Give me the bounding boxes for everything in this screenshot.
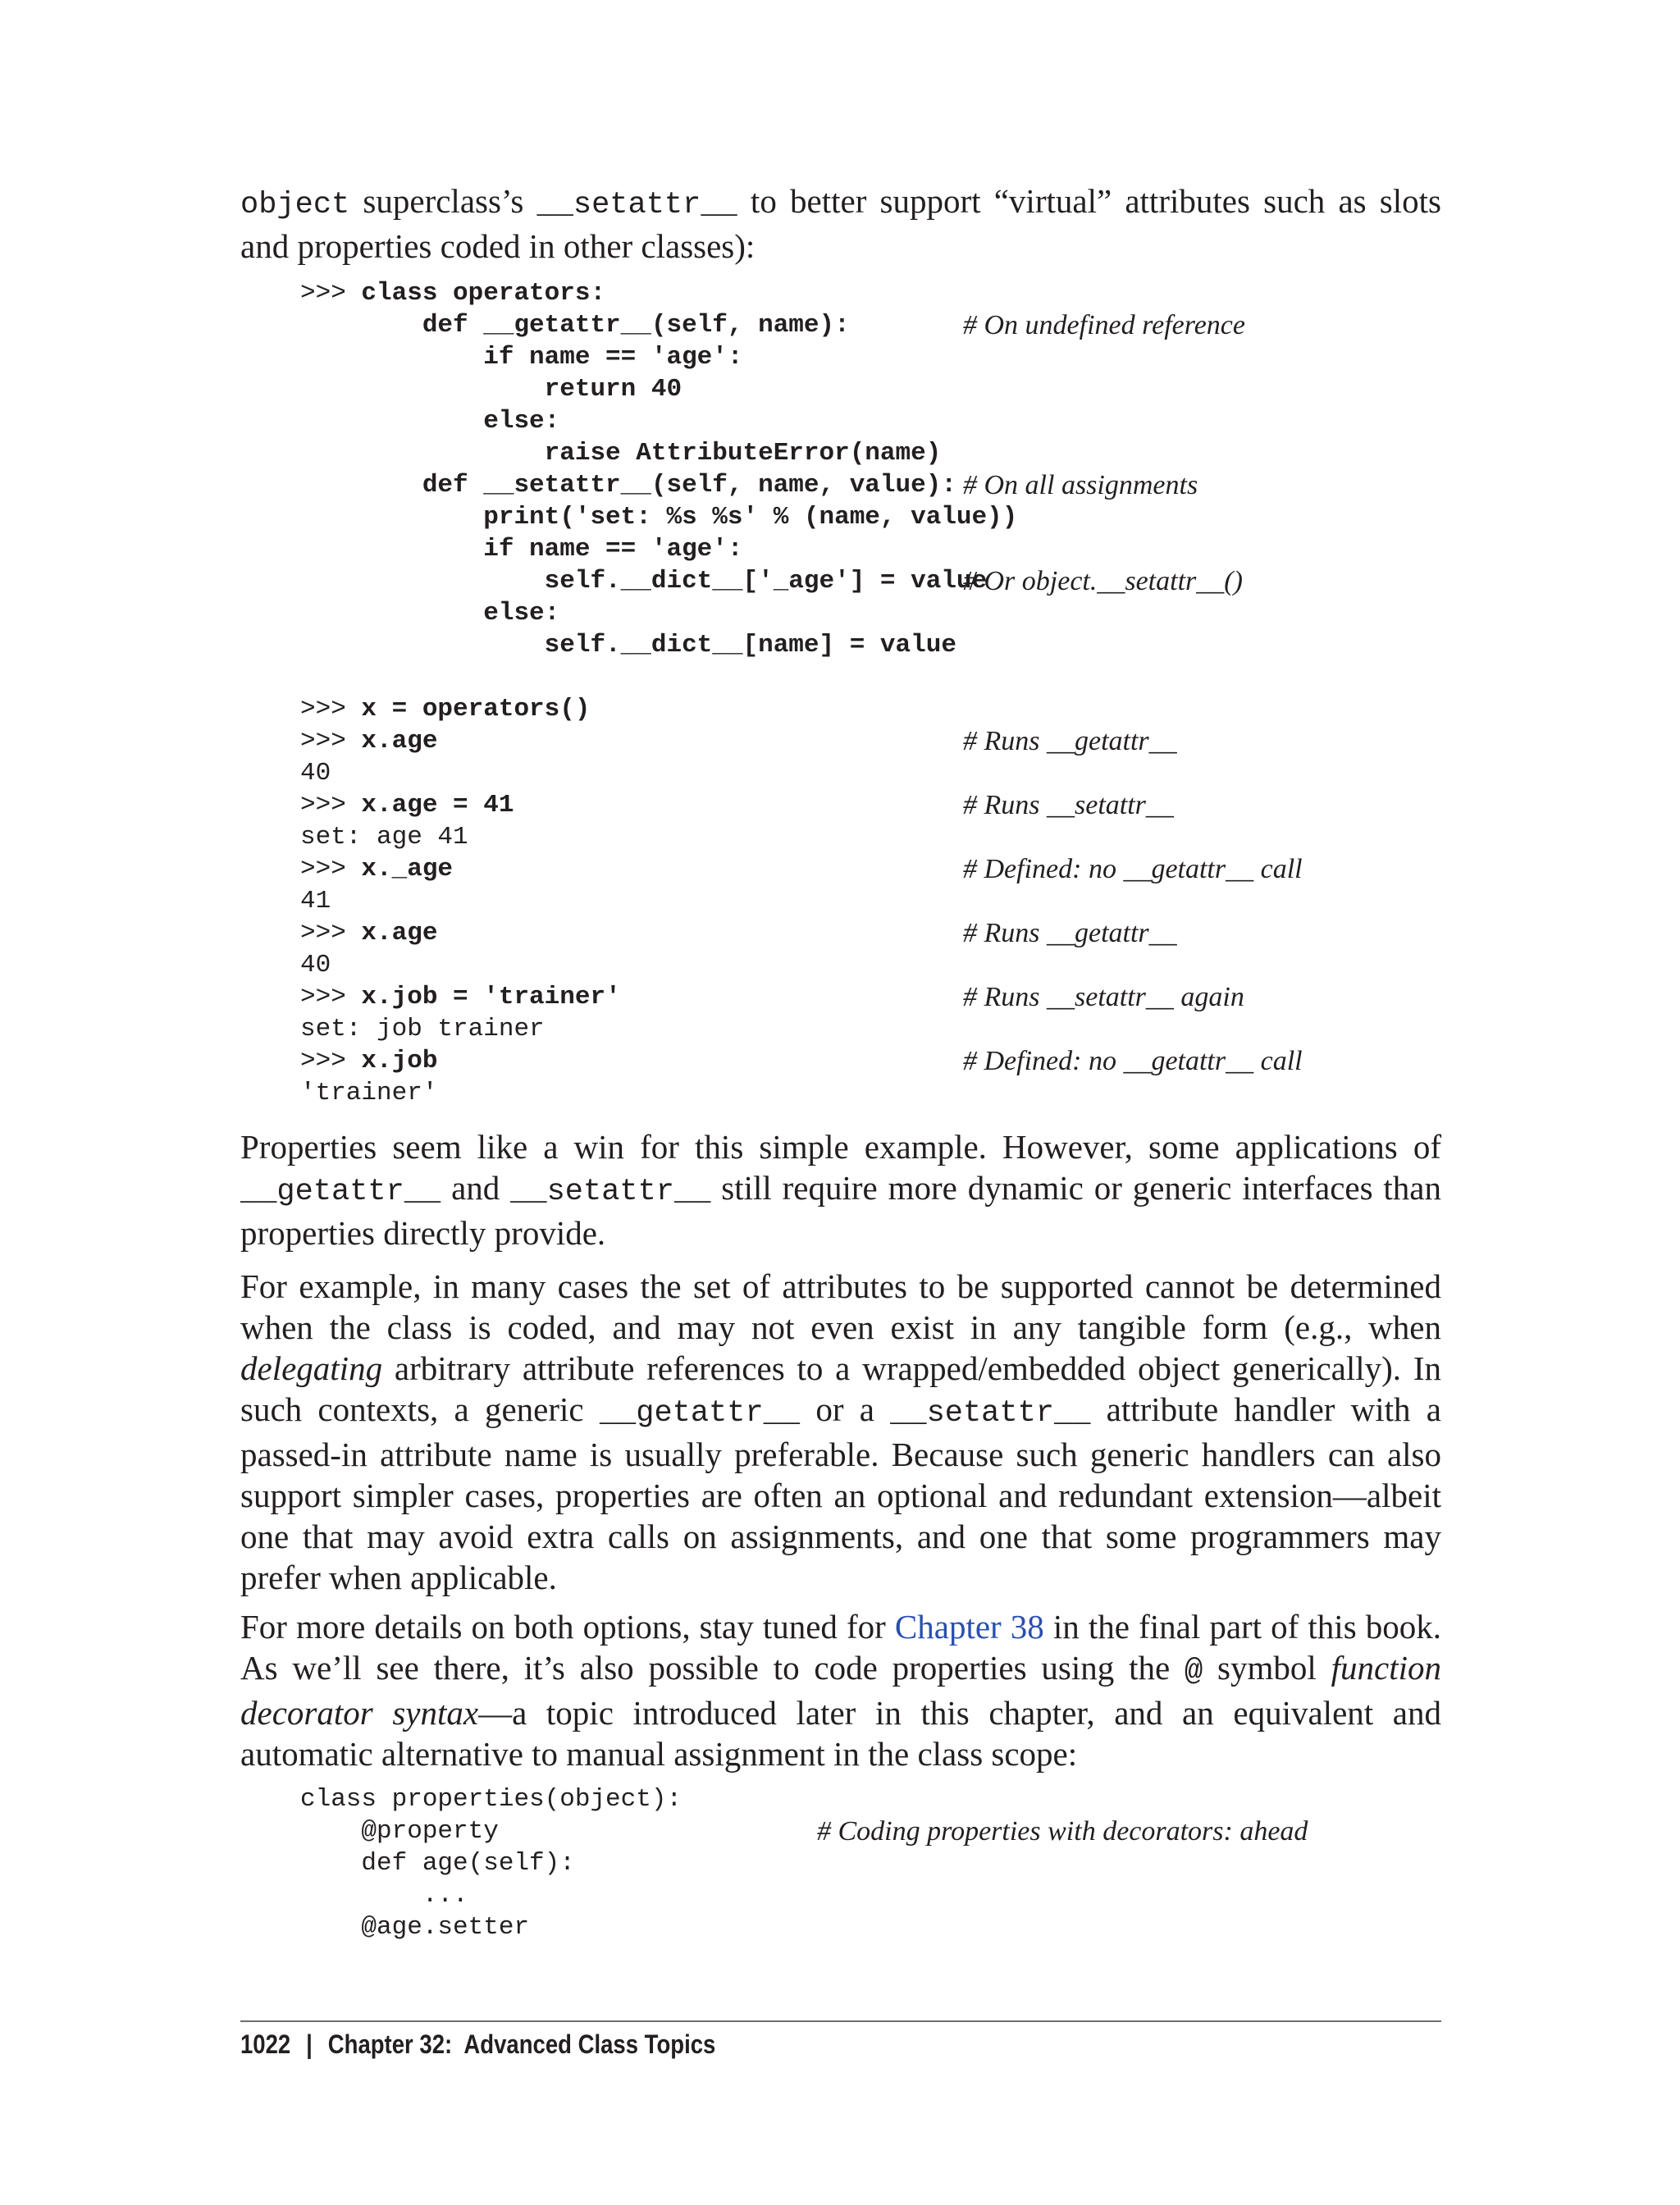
code-comment: # On undefined reference [963, 310, 1245, 340]
code-text: x._age [361, 855, 454, 883]
code-comment: # Or object.__setattr__() [963, 566, 1243, 596]
code-line [300, 533, 1449, 565]
code-prompt: >>> [300, 791, 362, 819]
paragraph-generic-handlers: For example, in many cases the set of attributes to be supported cannot be determined when the class is coded, and may not even exist in any tangible form (e.g., when delegating arbitrary attribute references to a wrapped/embedded object generically). In such contexts, a generic __getattr__ or a __setattr__ attribute handler with a passed-in attribute name is usually preferable. Because such generic handlers can also support simpler cases, properties are often an optional and redundant extension—albeit one that may avoid extra calls on assignments, and one that some programmers may prefer when applicable. [240, 1267, 1441, 1596]
code-text: x.age [361, 919, 438, 947]
code-line [300, 1783, 1449, 1815]
code-prompt: >>> [300, 1047, 362, 1075]
code-line [300, 981, 1449, 1013]
code-line [300, 1879, 1449, 1911]
code-line [300, 949, 1449, 981]
code-text: @property [300, 1817, 499, 1846]
paragraph-more-details: For more details on both options, stay tuned for Chapter 38 in the final part of this book. As we’ll see there, it’s also possible to code properties using the @ symbol function decorator syntax—a topic introduced later in this chapter, and an equivalent and automatic alternative to manual assignment in the class scope: [240, 1608, 1441, 1773]
code-text: class operators: [361, 279, 606, 308]
page-footer [240, 2029, 715, 2060]
code-line [300, 501, 1449, 533]
code-line [300, 757, 1449, 789]
code-line [300, 1911, 1449, 1943]
code-text: x.job [361, 1047, 438, 1075]
code-line [300, 405, 1449, 437]
code-text: ... [300, 1881, 468, 1910]
code-line [300, 693, 1449, 725]
code-text: x.job = 'trainer' [361, 983, 621, 1011]
code-comment: # Runs __setattr__ [963, 790, 1174, 820]
code-line [300, 309, 1449, 341]
inline-code: __getattr__ [599, 1396, 801, 1431]
code-line [300, 821, 1449, 853]
code-line [300, 629, 1449, 661]
code-prompt: >>> [300, 983, 362, 1011]
intro-paragraph: object superclass’s __setattr__ to better support “virtual” attributes such as slots and properties coded in other classes): [240, 182, 1441, 265]
code-block-interactive-session [300, 693, 1449, 1109]
code-text: def __setattr__(self, name, value): [300, 471, 956, 500]
code-text: @age.setter [300, 1913, 530, 1942]
code-line [300, 1847, 1449, 1879]
code-output: set: job trainer [300, 1015, 545, 1043]
code-output: 41 [300, 887, 331, 915]
code-prompt: >>> [300, 855, 362, 883]
code-line [300, 725, 1449, 757]
inline-code: __setattr__ [536, 188, 737, 222]
code-line [300, 341, 1449, 373]
footer-separator: | [306, 2029, 313, 2059]
code-comment: # Runs __setattr__ again [963, 982, 1244, 1012]
code-prompt: >>> [300, 279, 362, 308]
code-comment: # On all assignments [963, 470, 1198, 500]
chapter-title: Chapter 32: Advanced Class Topics [327, 2029, 716, 2059]
footer-rule [240, 2020, 1441, 2022]
code-text: return 40 [300, 375, 682, 404]
inline-code: __setattr__ [890, 1396, 1091, 1431]
code-line [300, 1013, 1449, 1045]
code-line [300, 565, 1449, 597]
code-line [300, 885, 1449, 917]
code-line [300, 789, 1449, 821]
code-comment: # Coding properties with decorators: ahead [817, 1816, 1308, 1847]
code-text: x = operators() [361, 695, 591, 724]
paragraph-properties-win: Properties seem like a win for this simple example. However, some applications of __getattr__ and __setattr__ still require more dynamic or generic interfaces than properties directly provide. [240, 1128, 1442, 1252]
code-prompt: >>> [300, 695, 362, 724]
code-output: set: age 41 [300, 823, 468, 851]
inline-code: object [240, 188, 350, 222]
code-line [300, 373, 1449, 405]
code-text: self.__dict__['_age'] = value [300, 567, 988, 596]
code-block-decorators [300, 1783, 1449, 1943]
code-line [300, 277, 1449, 309]
code-line [300, 1077, 1449, 1109]
code-line [300, 917, 1449, 949]
emphasis: function decorator syntax [240, 1649, 1441, 1732]
code-prompt: >>> [300, 727, 362, 756]
code-text: class properties(object): [300, 1785, 682, 1814]
code-text: else: [300, 407, 560, 436]
code-prompt: >>> [300, 919, 362, 947]
code-text: print('set: %s %s' % (name, value)) [300, 503, 1018, 532]
code-text: raise AttributeError(name) [300, 439, 942, 468]
code-line [300, 1815, 1449, 1847]
code-output: 40 [300, 759, 331, 788]
code-text: def age(self): [300, 1849, 575, 1878]
inline-code: @ [1185, 1655, 1203, 1689]
code-comment: # Defined: no __getattr__ call [963, 854, 1303, 884]
code-line [300, 853, 1449, 885]
code-text: if name == 'age': [300, 535, 743, 564]
code-text: x.age = 41 [361, 791, 514, 819]
page-number: 1022 [240, 2029, 291, 2059]
code-block-class-definition [300, 277, 1449, 661]
code-line [300, 437, 1449, 469]
code-comment: # Runs __getattr__ [963, 726, 1177, 756]
code-text: x.age [361, 727, 438, 756]
emphasis: delegating [240, 1349, 383, 1387]
code-comment: # Defined: no __getattr__ call [963, 1046, 1303, 1076]
code-text: else: [300, 599, 560, 628]
code-text: if name == 'age': [300, 343, 743, 372]
code-line [300, 469, 1449, 501]
chapter-38-link[interactable]: Chapter 38 [894, 1608, 1044, 1646]
code-comment: # Runs __getattr__ [963, 918, 1177, 948]
code-output: 'trainer' [300, 1079, 438, 1107]
code-text: def __getattr__(self, name): [300, 311, 850, 340]
inline-code: __setattr__ [510, 1175, 711, 1209]
inline-code: __getattr__ [240, 1175, 441, 1209]
code-text: self.__dict__[name] = value [300, 631, 956, 660]
code-line [300, 1045, 1449, 1077]
code-line [300, 597, 1449, 629]
code-output: 40 [300, 951, 331, 979]
